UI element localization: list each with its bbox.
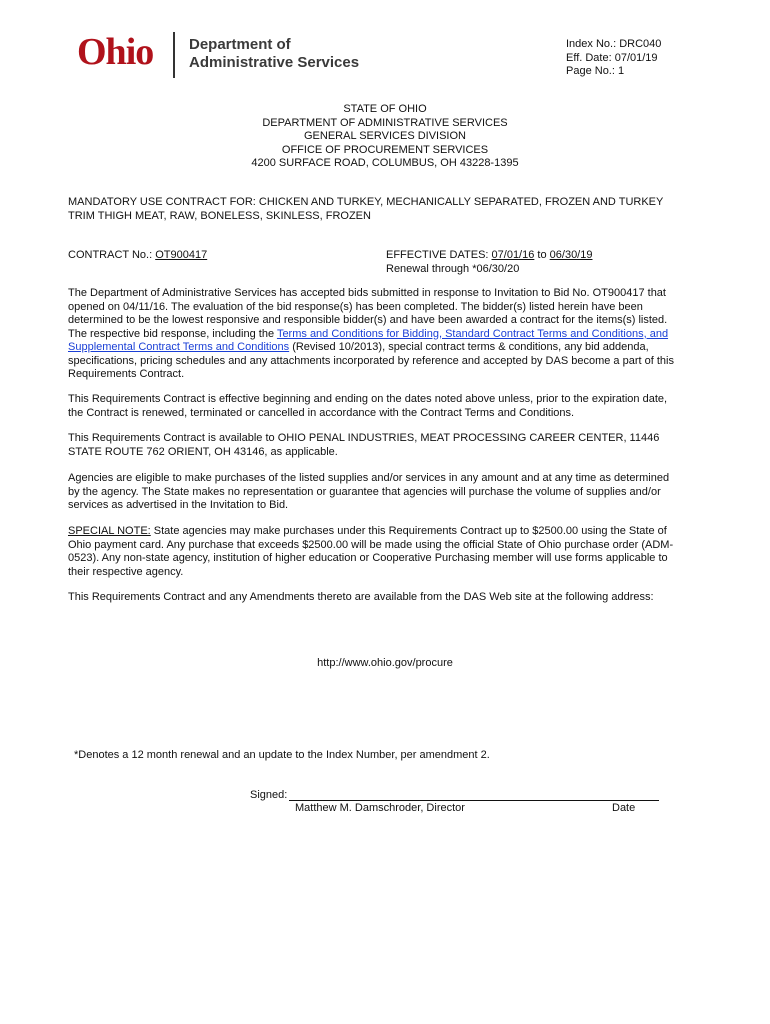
para5-line: 0523). Any non-state agency, institution of higher education or Cooperative Purchasing member will use forms applicable to (68, 552, 668, 564)
para6-line: This Requirements Contract and any Amendments thereto are available from the DAS Web site at the following address: (68, 591, 654, 603)
header-division: GENERAL SERVICES DIVISION (304, 130, 466, 142)
para5-line: their respective agency. (68, 565, 184, 578)
effective-to: to (534, 249, 550, 261)
agency-header (0, 103, 770, 171)
para5-line: State agencies may make purchases under this Requirements Contract up to $2500.00 using the State of (150, 525, 667, 537)
para4-line: services as advertised in the Invitation to Bid. (68, 499, 289, 511)
para1-line: opened on 04/11/16. The evaluation of the bid response(s) has been completed. The bidder(s) listed herein have been (68, 300, 643, 313)
signature-date-label: Date (612, 802, 636, 814)
page-number: Page No.: 1 (566, 65, 625, 77)
paragraph-special-note (68, 525, 702, 579)
para1-line: determined to be the lowest responsive and responsible bidder(s) and have been awarded a contract for the items(s) listed. (68, 314, 668, 326)
signatory-name: Matthew M. Damschroder, Director (295, 802, 465, 814)
para4-line: by the agency. The State makes no representation or guarantee that agencies will purchase the volume of supplies and/or (68, 485, 661, 498)
paragraph-effective (68, 393, 702, 420)
effective-date: Eff. Date: 07/01/19 (566, 51, 658, 64)
effective-dates (386, 249, 592, 276)
paragraph-agencies (68, 472, 702, 513)
para3-line: This Requirements Contract is available to OHIO PENAL INDUSTRIES, MEAT PROCESSING CAREER CENTER, 11446 (68, 432, 660, 444)
para1-line: Requirements Contract. (68, 368, 185, 380)
contract-number (68, 249, 207, 263)
supplemental-terms-link[interactable]: Supplemental Contract Terms and Conditions (68, 341, 290, 353)
mandatory-line1: MANDATORY USE CONTRACT FOR: CHICKEN AND TURKEY, MECHANICALLY SEPARATED, FROZEN AND TURKEY (68, 196, 664, 208)
procure-url[interactable]: http://www.ohio.gov/procure (317, 657, 453, 669)
ohio-das-logo (77, 30, 377, 80)
signature-line (289, 800, 659, 801)
para2-line: the Contract is renewed, terminated or cancelled in accordance with the Contract Terms and Conditions. (68, 406, 575, 419)
index-block (566, 38, 661, 79)
signed-label: Signed: (250, 789, 288, 801)
paragraph-availability (68, 432, 702, 459)
logo-ohio-wordmark: Ohio (77, 31, 154, 73)
paragraph-award (68, 287, 702, 382)
index-number: Index No.: DRC040 (566, 38, 662, 50)
para3-line: STATE ROUTE 762 ORIENT, OH 43146, as applicable. (68, 445, 338, 458)
special-note-label: SPECIAL NOTE: (68, 525, 151, 537)
para2-line: This Requirements Contract is effective beginning and ending on the dates noted above unless, prior to the expiration date, (68, 393, 668, 405)
para4-line: Agencies are eligible to make purchases of the listed supplies and/or services in any amount and at any time as determined (68, 472, 670, 484)
renewal-through: Renewal through *06/30/20 (386, 262, 520, 275)
logo-dept-line2: Administrative Services (189, 54, 360, 71)
para1-line: The Department of Administrative Services has accepted bids submitted in response to Invitation to Bid No. OT900417 that (68, 287, 666, 299)
header-state: STATE OF OHIO (343, 103, 427, 115)
mandatory-contract-title (68, 196, 702, 223)
header-office: OFFICE OF PROCUREMENT SERVICES (281, 143, 489, 156)
header-address: 4200 SURFACE ROAD, COLUMBUS, OH 43228-1395 (251, 157, 519, 169)
renewal-footnote: *Denotes a 12 month renewal and an update to the Index Number, per amendment 2. (74, 749, 490, 761)
header-department: DEPARTMENT OF ADMINISTRATIVE SERVICES (262, 116, 508, 129)
effective-start: 07/01/16 (491, 249, 535, 261)
logo-department-name (189, 36, 359, 72)
para1-line: The respective bid response, including the (68, 327, 277, 340)
contract-number-label: CONTRACT No.: (68, 249, 156, 261)
logo-dept-line1: Department of (189, 36, 291, 53)
terms-conditions-link[interactable]: Terms and Conditions for Bidding, Standard Contract Terms and Conditions, and (276, 327, 669, 340)
effective-end: 06/30/19 (549, 249, 593, 261)
para1-line: specifications, pricing schedules and any attachments incorporated by reference and accepted by DAS become a part of this (68, 354, 674, 367)
para5-line: Ohio payment card. Any purchase that exceeds $2500.00 will be made using the official State of Ohio purchase order (ADM- (68, 538, 674, 551)
contract-number-value: OT900417 (155, 249, 208, 261)
paragraph-website (68, 591, 702, 605)
logo-divider (173, 32, 175, 78)
para1-line: (Revised 10/2013), special contract terms & conditions, any bid addenda, (289, 341, 649, 353)
mandatory-line2: TRIM THIGH MEAT, RAW, BONELESS, SKINLESS, FROZEN (68, 209, 371, 222)
effective-dates-label: EFFECTIVE DATES: (386, 249, 492, 261)
